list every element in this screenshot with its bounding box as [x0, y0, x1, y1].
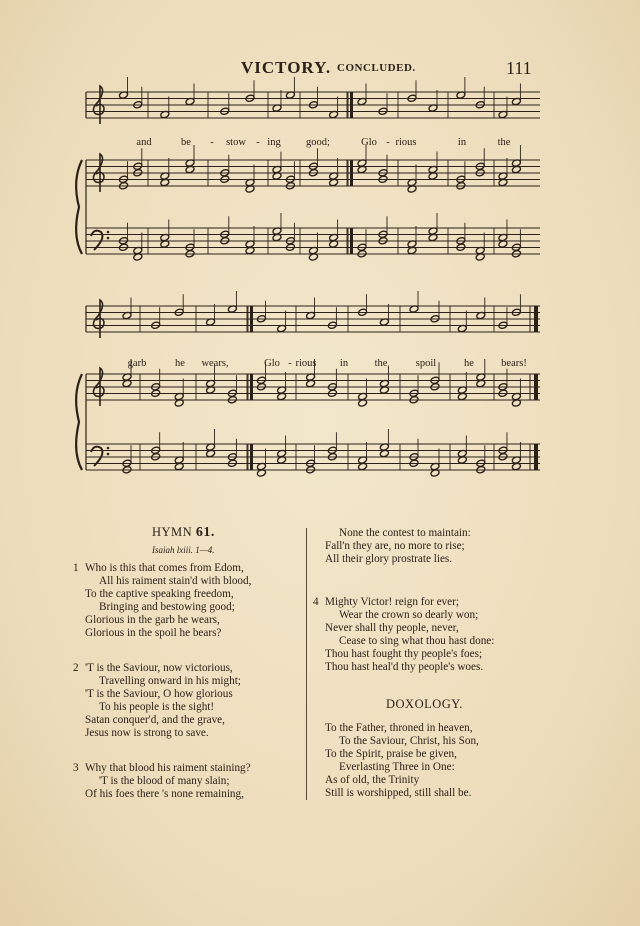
verse-line: To his people is the sight!	[99, 701, 215, 714]
doxology-title: DOXOLOGY.	[386, 697, 463, 711]
lyric-syllable: be	[181, 137, 191, 148]
verse-line: To the Father, throned in heaven,	[325, 722, 473, 734]
verse-line: Bringing and bestowing good;	[99, 601, 235, 614]
verse-line: 'T is the Saviour, now victorious,	[85, 662, 233, 674]
lyric-syllable: he	[464, 358, 474, 369]
verse-line: All his raiment stain'd with blood,	[99, 575, 252, 588]
verse-line: All their glory prostrate lies.	[325, 553, 453, 566]
clefs	[91, 86, 109, 466]
stanza-number: 4	[313, 596, 319, 608]
verse-line: To the captive speaking freedom,	[85, 588, 234, 601]
lyric-syllable: rious	[295, 358, 317, 369]
verse-line: To the Saviour, Christ, his Son,	[339, 735, 479, 748]
verse-line: Fall'n they are, no more to rise;	[325, 540, 465, 553]
lyric-syllable: spoil	[415, 358, 437, 369]
verse-line: As of old, the Trinity	[325, 774, 420, 787]
lyric-syllable: -	[210, 137, 214, 148]
lyric-syllable: Glo	[361, 137, 377, 148]
scripture-book: Isaiah	[152, 545, 175, 555]
lyric-syllable: -	[288, 358, 292, 369]
lyric-syllable: Glo	[264, 358, 280, 369]
verse-line: Satan conquer'd, and the grave,	[85, 714, 225, 727]
hymn-tune-title: VICTORY.	[241, 58, 332, 77]
verse-line: Travelling onward in his might;	[99, 675, 241, 688]
lyric-syllable: the	[374, 358, 388, 369]
verse-line: Mighty Victor! reign for ever;	[325, 596, 459, 608]
lyrics-system-2	[128, 358, 527, 369]
stanza-4	[313, 596, 495, 675]
hymn-title-word: HYMN	[152, 525, 193, 539]
lyric-syllable: -	[386, 137, 390, 148]
lyric-syllable: stow	[226, 137, 246, 148]
lyric-syllable: the	[497, 137, 511, 148]
stanza-number: 1	[73, 562, 79, 574]
lyrics-system-1	[136, 137, 510, 148]
stanza-number: 2	[73, 662, 79, 674]
lyric-syllable: he	[175, 358, 185, 369]
stanza-number: 3	[73, 762, 79, 774]
verse-line: Wear the crown so dearly won;	[339, 609, 479, 622]
verse-line: None the contest to maintain:	[339, 527, 471, 539]
verse-line: Glorious in the garb he wears,	[85, 614, 220, 627]
verse-line: Who is this that comes from Edom,	[85, 562, 244, 574]
scripture-reference	[152, 545, 215, 555]
verse-line: 'T is the Saviour, O how glorious	[85, 688, 233, 701]
verse-line: 'T is the blood of many slain;	[99, 775, 230, 788]
verse-line: Thou hast fought thy people's foes;	[325, 648, 483, 661]
hymn-title	[152, 525, 215, 541]
stanza-3-continued	[325, 527, 471, 566]
lyric-syllable: bears!	[501, 358, 527, 369]
column-divider	[306, 528, 307, 800]
lyric-syllable: in	[339, 358, 349, 369]
lyric-syllable: and	[136, 137, 152, 148]
verse-line: Why that blood his raiment staining?	[85, 762, 251, 774]
lyric-syllable: garb	[127, 358, 147, 369]
lyric-syllable: rious	[395, 137, 417, 148]
stanza-1	[73, 562, 252, 641]
verse-line: Glorious in the spoil he bears?	[85, 627, 222, 640]
doxology-text	[325, 722, 479, 801]
verse-line: To the Spirit, praise be given,	[325, 748, 457, 761]
lyric-syllable: ing	[267, 137, 281, 148]
verse-line: Of his foes there 's none remaining,	[85, 788, 244, 801]
lyric-syllable: in	[457, 137, 467, 148]
lyric-syllable: good;	[306, 137, 330, 148]
stanza-2	[73, 662, 241, 741]
hymn-tune-subtitle: CONCLUDED.	[337, 62, 416, 74]
lyric-syllable: wears,	[201, 358, 229, 369]
lyric-syllable: -	[256, 137, 260, 148]
verse-line: Still is worshipped, still shall be.	[325, 787, 472, 800]
page-number: 111	[506, 58, 532, 78]
staff-lines	[76, 92, 540, 470]
verse-line: Everlasting Three in One:	[339, 761, 455, 774]
verse-line: Cease to sing what thou hast done:	[339, 635, 495, 648]
stanza-3	[73, 762, 251, 801]
scripture-verses: lxiii. 1—4.	[176, 545, 215, 555]
verse-line: Never shall thy people, never,	[325, 622, 459, 635]
verse-line: Thou hast heal'd thy people's woes.	[325, 661, 484, 674]
hymn-number: 61.	[195, 525, 215, 540]
verse-line: Jesus now is strong to save.	[85, 727, 209, 740]
